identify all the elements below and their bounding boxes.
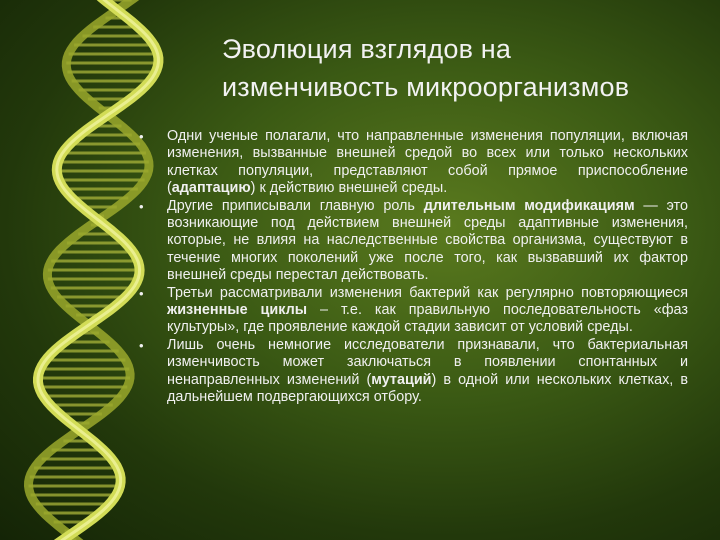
bullet-dot-icon: • xyxy=(139,337,144,353)
bullet-dot-icon: • xyxy=(139,198,144,214)
bullet-term: жизненные циклы xyxy=(167,302,308,319)
list-item xyxy=(139,285,688,337)
slide-title xyxy=(222,30,702,106)
title-line-1: Эволюция взглядов на xyxy=(222,34,512,64)
bullet-text: Одни ученые полагали, что направленные изменения популяции, включая изменения, вызванные внешней средой во всех или только нескольких клетках популяции, представляют собой прямое приспособление ( xyxy=(167,128,688,197)
list-item xyxy=(139,198,688,285)
bullet-text: — это возникающие под действием внешней среды адаптивные изменения, которые, не влияя на наследственные свойства организма, существуют в течение многих поколений уже после того, как вызвавший их фактор внешней среды перестал действовать. xyxy=(167,197,688,284)
bullet-text: Лишь очень немногие исследователи признавали, что бактериальная изменчивость может заключаться в появлении спонтанных и ненаправленных изменений ( xyxy=(167,336,688,388)
bullet-term: длительным модификациям xyxy=(423,197,635,214)
bullet-term: адаптацию xyxy=(171,180,251,197)
bullet-text: ) в одной или нескольких клетках, в дальнейшем подвергающихся отбору. xyxy=(167,371,688,406)
bullet-text: – т.е. как правильную последовательность «фаз культуры», где проявление каждой стадии зависит от условий среды. xyxy=(167,302,688,336)
list-item xyxy=(139,337,688,407)
title-line-2: изменчивость микроорганизмов xyxy=(222,72,630,102)
bullet-dot-icon: • xyxy=(139,129,144,144)
bullet-term: мутаций xyxy=(371,371,432,388)
bullet-list xyxy=(139,128,688,407)
bullet-text: Третьи рассматривали изменения бактерий как регулярно повторяющиеся xyxy=(167,284,688,301)
bullet-text: ) к действию внешней среды. xyxy=(250,180,448,197)
list-item xyxy=(139,128,688,198)
bullet-dot-icon: • xyxy=(139,285,144,301)
bullet-text: Другие приписывали главную роль xyxy=(167,197,424,214)
